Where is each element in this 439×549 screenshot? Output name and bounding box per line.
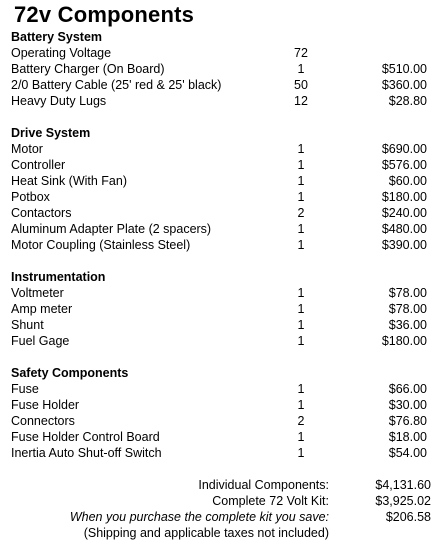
- summary-row-savings: [0, 509, 439, 525]
- section-drive-system: [11, 125, 431, 253]
- component-quantity: 1: [297, 318, 305, 332]
- component-row: [11, 333, 431, 349]
- component-price: $480.00: [381, 222, 427, 236]
- component-row: [11, 61, 431, 77]
- component-name: Motor: [11, 142, 43, 156]
- section-heading: Instrumentation: [11, 270, 106, 284]
- component-row: [11, 285, 431, 301]
- section-heading: Battery System: [11, 30, 103, 44]
- component-price: $390.00: [381, 238, 427, 252]
- summary-row-individual: [0, 477, 439, 493]
- component-name: Aluminum Adapter Plate (2 spacers): [11, 222, 212, 236]
- section-heading: Safety Components: [11, 366, 129, 380]
- individual-components-label: Individual Components:: [198, 478, 329, 492]
- component-price: $54.00: [388, 446, 427, 460]
- component-price: $36.00: [388, 318, 427, 332]
- component-row: [11, 45, 431, 61]
- component-name: Motor Coupling (Stainless Steel): [11, 238, 191, 252]
- component-row: [11, 413, 431, 429]
- component-quantity: 1: [297, 158, 305, 172]
- component-quantity: 1: [297, 190, 305, 204]
- component-price: $360.00: [381, 78, 427, 92]
- component-name: Voltmeter: [11, 286, 64, 300]
- component-price: $60.00: [388, 174, 427, 188]
- component-row: [11, 93, 431, 109]
- component-name: Fuel Gage: [11, 334, 70, 348]
- savings-value: $206.58: [385, 510, 431, 524]
- component-price: $30.00: [388, 398, 427, 412]
- shipping-note: (Shipping and applicable taxes not included): [83, 526, 329, 540]
- component-quantity: 1: [297, 142, 305, 156]
- component-price: $28.80: [388, 94, 427, 108]
- component-row: [11, 173, 431, 189]
- summary-block: [0, 477, 439, 540]
- component-name: Inertia Auto Shut-off Switch: [11, 446, 162, 460]
- component-price: $240.00: [381, 206, 427, 220]
- component-price: $180.00: [381, 190, 427, 204]
- component-row: [11, 237, 431, 253]
- component-price: $576.00: [381, 158, 427, 172]
- component-quantity: 1: [297, 222, 305, 236]
- component-quantity: 1: [297, 382, 305, 396]
- component-quantity: 1: [297, 286, 305, 300]
- component-name: Connectors: [11, 414, 75, 428]
- component-quantity: 1: [297, 446, 305, 460]
- savings-label: When you purchase the complete kit you save:: [69, 510, 329, 524]
- component-name: Controller: [11, 158, 66, 172]
- component-price: $18.00: [388, 430, 427, 444]
- component-row: [11, 429, 431, 445]
- component-row: [11, 205, 431, 221]
- component-name: Contactors: [11, 206, 72, 220]
- component-name: 2/0 Battery Cable (25' red & 25' black): [11, 78, 222, 92]
- component-quantity: 2: [297, 206, 305, 220]
- component-quantity: 1: [297, 398, 305, 412]
- page-title: 72v Components: [14, 2, 195, 27]
- component-quantity: 50: [294, 78, 308, 92]
- component-name: Fuse Holder: [11, 398, 80, 412]
- component-quantity: 1: [297, 302, 305, 316]
- component-price: $180.00: [381, 334, 427, 348]
- component-quantity: 72: [294, 46, 308, 60]
- component-quantity: 1: [297, 334, 305, 348]
- component-quantity: 12: [294, 94, 308, 108]
- component-name: Shunt: [11, 318, 44, 332]
- component-quantity: 1: [297, 430, 305, 444]
- complete-kit-value: $3,925.02: [375, 494, 431, 508]
- component-row: [11, 317, 431, 333]
- section-battery-system: [11, 29, 431, 109]
- component-price: $78.00: [388, 302, 427, 316]
- component-row: [11, 141, 431, 157]
- component-name: Fuse Holder Control Board: [11, 430, 160, 444]
- component-name: Operating Voltage: [11, 46, 112, 60]
- component-row: [11, 77, 431, 93]
- component-quantity: 1: [297, 238, 305, 252]
- component-row: [11, 445, 431, 461]
- summary-row-kit: [0, 493, 439, 509]
- component-price: $690.00: [381, 142, 427, 156]
- component-name: Fuse: [11, 382, 39, 396]
- component-row: [11, 157, 431, 173]
- section-safety-components: [11, 365, 431, 461]
- component-row: [11, 221, 431, 237]
- component-name: Battery Charger (On Board): [11, 62, 165, 76]
- component-quantity: 1: [297, 62, 305, 76]
- component-quantity: 1: [297, 174, 305, 188]
- component-row: [11, 189, 431, 205]
- complete-kit-label: Complete 72 Volt Kit:: [212, 494, 329, 508]
- component-quantity: 2: [297, 414, 305, 428]
- component-name: Amp meter: [11, 302, 73, 316]
- section-instrumentation: [11, 269, 431, 349]
- component-price: $76.80: [388, 414, 427, 428]
- component-row: [11, 301, 431, 317]
- component-row: [11, 381, 431, 397]
- component-price: $66.00: [388, 382, 427, 396]
- individual-components-value: $4,131.60: [375, 478, 431, 492]
- component-price: $510.00: [381, 62, 427, 76]
- component-price: $78.00: [388, 286, 427, 300]
- component-row: [11, 397, 431, 413]
- component-name: Potbox: [11, 190, 50, 204]
- component-name: Heavy Duty Lugs: [11, 94, 107, 108]
- component-name: Heat Sink (With Fan): [11, 174, 128, 188]
- section-heading: Drive System: [11, 126, 91, 140]
